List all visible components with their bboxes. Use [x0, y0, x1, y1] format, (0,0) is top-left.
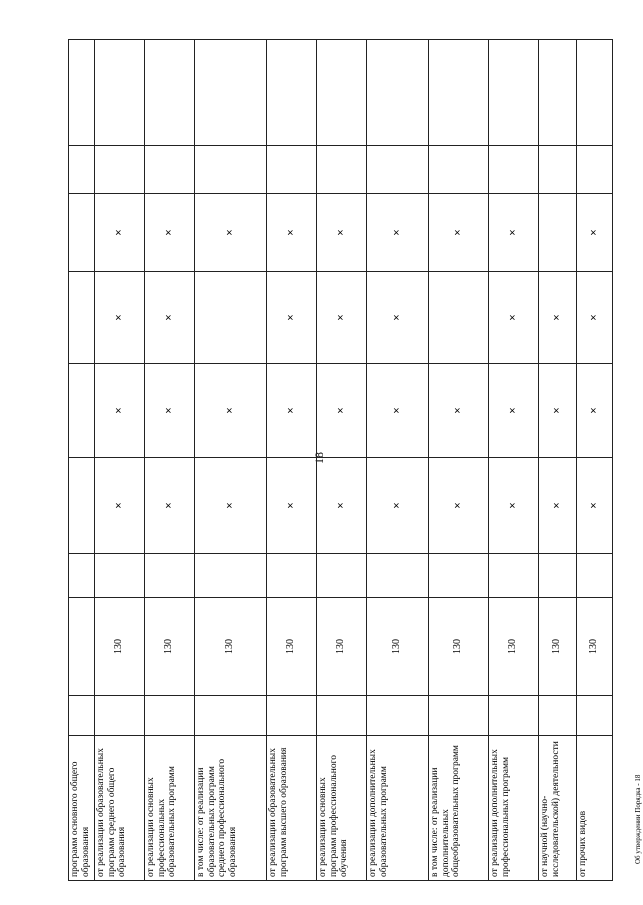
empty-cell: [539, 146, 577, 194]
mark-cell: ×: [317, 194, 367, 272]
mark-cell: ×: [489, 272, 539, 364]
empty-cell: [195, 696, 267, 736]
page-number: 18: [312, 452, 326, 464]
empty-cell: [69, 696, 95, 736]
mark-cell: [69, 272, 95, 364]
mark-cell: ×: [145, 458, 195, 554]
empty-cell: [577, 696, 613, 736]
mark-cell: ×: [267, 364, 317, 458]
empty-cell: [429, 146, 489, 194]
row-label: от реализации образовательных программ высшего образования: [267, 736, 317, 881]
table-row: [429, 40, 489, 881]
empty-cell: [429, 554, 489, 598]
mark-cell: ×: [367, 458, 429, 554]
mark-cell: [69, 458, 95, 554]
empty-cell: [195, 554, 267, 598]
mark-cell: ×: [145, 194, 195, 272]
line-code: 130: [367, 598, 429, 696]
empty-cell: [539, 554, 577, 598]
mark-cell: ×: [489, 458, 539, 554]
mark-cell: ×: [267, 272, 317, 364]
mark-cell: ×: [539, 272, 577, 364]
row-label: от реализации дополнительных профессиональных программ: [489, 736, 539, 881]
mark-cell: ×: [577, 364, 613, 458]
empty-cell: [69, 554, 95, 598]
row-label: от реализации основных программ профессионального обучения: [317, 736, 367, 881]
empty-cell: [489, 696, 539, 736]
empty-cell: [489, 146, 539, 194]
empty-cell: [317, 696, 367, 736]
empty-cell: [69, 146, 95, 194]
empty-cell: [317, 554, 367, 598]
table-row: [489, 40, 539, 881]
row-label: от реализации основных профессиональных образовательных программ: [145, 736, 195, 881]
row-label: от реализации образовательных программ среднего общего образования: [95, 736, 145, 881]
table-row: [367, 40, 429, 881]
empty-cell: [267, 40, 317, 146]
empty-cell: [489, 554, 539, 598]
table-row: [69, 40, 95, 881]
row-label: в том числе: от реализации дополнительных общеобразовательных программ: [429, 736, 489, 881]
mark-cell: [195, 272, 267, 364]
line-code: 130: [539, 598, 577, 696]
empty-cell: [267, 696, 317, 736]
mark-cell: ×: [539, 364, 577, 458]
line-code: 130: [95, 598, 145, 696]
row-label: программ основного общего образования: [69, 736, 95, 881]
empty-cell: [95, 554, 145, 598]
line-code: 130: [195, 598, 267, 696]
empty-cell: [429, 40, 489, 146]
table-container: [68, 40, 612, 881]
line-code: 130: [145, 598, 195, 696]
line-code: 130: [577, 598, 613, 696]
empty-cell: [539, 40, 577, 146]
row-label: от научной (научно-исследовательской) деятельности: [539, 736, 577, 881]
mark-cell: ×: [145, 364, 195, 458]
mark-cell: ×: [489, 364, 539, 458]
mark-cell: ×: [577, 458, 613, 554]
budget-table: [68, 39, 613, 881]
empty-cell: [95, 146, 145, 194]
empty-cell: [367, 40, 429, 146]
empty-cell: [195, 146, 267, 194]
line-code: 130: [317, 598, 367, 696]
empty-cell: [539, 696, 577, 736]
empty-cell: [577, 146, 613, 194]
mark-cell: ×: [95, 272, 145, 364]
empty-cell: [145, 40, 195, 146]
table-row: [577, 40, 613, 881]
empty-cell: [577, 554, 613, 598]
table-row: [195, 40, 267, 881]
mark-cell: ×: [195, 194, 267, 272]
row-label: от реализации дополнительных образовательных программ: [367, 736, 429, 881]
table-row: [539, 40, 577, 881]
mark-cell: ×: [267, 194, 317, 272]
table-row: [95, 40, 145, 881]
mark-cell: ×: [317, 458, 367, 554]
mark-cell: ×: [367, 272, 429, 364]
row-label: в том числе: от реализации образовательных программ среднего профессионального образования: [195, 736, 267, 881]
empty-cell: [367, 554, 429, 598]
line-code: 130: [267, 598, 317, 696]
mark-cell: ×: [317, 364, 367, 458]
empty-cell: [317, 40, 367, 146]
mark-cell: ×: [577, 194, 613, 272]
empty-cell: [95, 40, 145, 146]
line-code: [69, 598, 95, 696]
mark-cell: ×: [429, 194, 489, 272]
mark-cell: [69, 364, 95, 458]
mark-cell: [539, 194, 577, 272]
empty-cell: [69, 40, 95, 146]
empty-cell: [95, 696, 145, 736]
mark-cell: ×: [489, 194, 539, 272]
mark-cell: [69, 194, 95, 272]
empty-cell: [317, 146, 367, 194]
empty-cell: [145, 554, 195, 598]
mark-cell: ×: [267, 458, 317, 554]
table-row: [317, 40, 367, 881]
footer-note: Об утверждении Порядка - 18: [634, 774, 642, 864]
empty-cell: [367, 696, 429, 736]
mark-cell: [429, 272, 489, 364]
mark-cell: ×: [367, 194, 429, 272]
mark-cell: ×: [95, 458, 145, 554]
empty-cell: [195, 40, 267, 146]
mark-cell: ×: [367, 364, 429, 458]
mark-cell: ×: [95, 194, 145, 272]
empty-cell: [267, 146, 317, 194]
mark-cell: ×: [429, 364, 489, 458]
empty-cell: [367, 146, 429, 194]
empty-cell: [489, 40, 539, 146]
table-row: [145, 40, 195, 881]
mark-cell: ×: [317, 272, 367, 364]
mark-cell: ×: [195, 458, 267, 554]
empty-cell: [145, 696, 195, 736]
mark-cell: ×: [195, 364, 267, 458]
empty-cell: [577, 40, 613, 146]
table-row: [267, 40, 317, 881]
mark-cell: ×: [429, 458, 489, 554]
empty-cell: [145, 146, 195, 194]
line-code: 130: [429, 598, 489, 696]
line-code: 130: [489, 598, 539, 696]
mark-cell: ×: [95, 364, 145, 458]
empty-cell: [429, 696, 489, 736]
mark-cell: ×: [145, 272, 195, 364]
row-label: от прочих видов: [577, 736, 613, 881]
mark-cell: ×: [539, 458, 577, 554]
empty-cell: [267, 554, 317, 598]
mark-cell: ×: [577, 272, 613, 364]
